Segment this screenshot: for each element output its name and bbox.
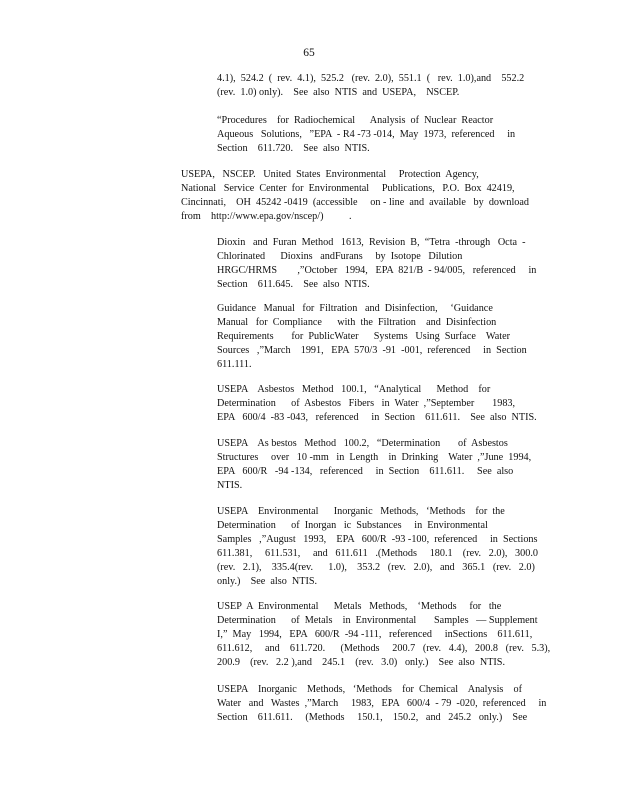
paragraph-nscep-continuation [217,72,547,100]
paragraph-environmental-metals-methods [217,600,551,670]
text-line: 611.111. [217,358,252,370]
paragraph-radiochemical-procedures [217,114,547,156]
text-line: (rev. 2.1), 335.4(rev. 1.0), 353.2 (rev. 2.0), and 365.1 (rev. 2.0) [217,561,535,573]
text-line: 611.612, and 611.720. (Methods 200.7 (rev. 4.4), 200.8 (rev. 5.3), [217,642,551,654]
text-line: Section 611.720. See also NTIS. [217,142,370,154]
text-line: I,” May 1994, EPA 600/R -94 -111, referenced inSections 611.611, [217,628,533,640]
text-line: Sources ,”March 1991, EPA 570/3 -91 -001, referenced in Section [217,344,527,356]
text-line: EPA 600/4 -83 -043, referenced in Section 611.611. See also NTIS. [217,411,537,423]
text-line: National Service Center for Environmental Publications, P.O. Box 42419, [181,182,515,194]
text-line: USEPA Asbestos Method 100.1, “Analytical Method for [217,384,491,395]
text-line: “Procedures for Radiochemical Analysis of Nuclear Reactor [217,115,494,126]
text-line: only.) See also NTIS. [217,575,318,587]
text-line: (rev. 1.0) only). See also NTIS and USEPA, NSCEP. [217,86,460,98]
text-line: Guidance Manual for Filtration and Disinfection, ‘Guidance [217,303,493,314]
text-line: EPA 600/R -94 -134, referenced in Section 611.611. See also [217,465,514,477]
text-line: HRGC/HRMS ,”October 1994, EPA 821/B - 94/005, referenced in [217,264,537,276]
text-line: 611.381, 611.531, and 611.611 .(Methods 180.1 (rev. 2.0), 300.0 [217,547,538,559]
text-line: Structures over 10 -mm in Length in Drinking Water ,”June 1994, [217,451,532,463]
paragraph-usepa-nscep-entry [181,168,547,224]
paragraph-asbestos-method-100-2 [217,437,547,493]
text-line: Chlorinated Dioxins andFurans by Isotope Dilution [217,250,463,262]
text-line: USEPA, NSCEP. United States Environmental Protection Agency, [181,169,479,180]
text-line: Manual for Compliance with the Filtration and Disinfection [217,316,497,328]
text-line: Determination of Asbestos Fibers in Water ,”September 1983, [217,397,516,409]
text-line: Section 611.611. (Methods 150.1, 150.2, and 245.2 only.) See [217,711,528,723]
text-line: USEPA Environmental Inorganic Methods, ‘Methods for the [217,506,505,517]
text-line: Determination of Metals in Environmental Samples — Supplement [217,614,538,626]
text-line: 200.9 (rev. 2.2 ),and 245.1 (rev. 3.0) only.) See also NTIS. [217,656,506,668]
text-line: USEP A Environmental Metals Methods, ‘Methods for the [217,601,502,612]
text-line: Water and Wastes ,”March 1983, EPA 600/4 - 79 -020, referenced in [217,697,547,709]
text-line: Dioxin and Furan Method 1613, Revision B, “Tetra -through Octa - [217,237,526,248]
paragraph-guidance-manual [217,302,547,372]
text-line: from http://www.epa.gov/nscep/) . [181,210,352,222]
text-line: Samples ,”August 1993, EPA 600/R -93 -100, referenced in Sections [217,533,538,545]
text-line: 4.1), 524.2 ( rev. 4.1), 525.2 (rev. 2.0), 551.1 ( rev. 1.0),and 552.2 [217,73,525,84]
paragraph-inorganic-methods-water-wastes [217,683,547,725]
page-number: 65 [303,47,315,59]
text-line: USEPA As bestos Method 100.2, “Determination of Asbestos [217,438,508,449]
text-line: Aqueous Solutions, ”EPA - R4 -73 -014, May 1973, referenced in [217,128,516,140]
paragraph-environmental-inorganic-methods [217,505,547,588]
text-line: NTIS. [217,479,243,491]
paragraph-asbestos-method-100-1 [217,383,547,425]
paragraph-dioxin-furan-method [217,236,547,292]
text-line: Determination of Inorgan ic Substances in Environmental [217,519,488,531]
text-line: Cincinnati, OH 45242 -0419 (accessible on - line and available by download [181,196,529,208]
text-line: USEPA Inorganic Methods, ‘Methods for Chemical Analysis of [217,684,523,695]
text-line: Requirements for PublicWater Systems Using Surface Water [217,330,510,342]
text-line: Section 611.645. See also NTIS. [217,278,370,290]
